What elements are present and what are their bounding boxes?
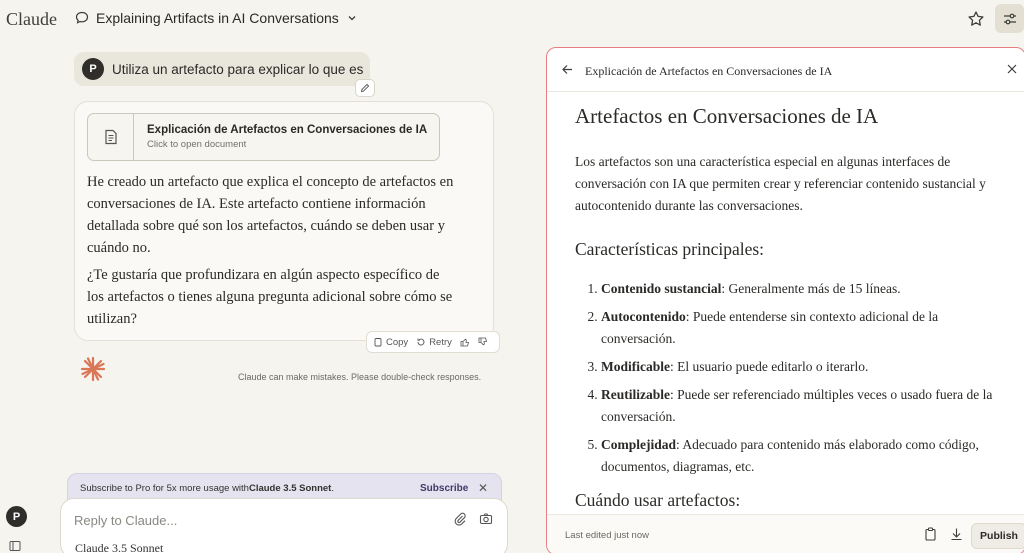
- subscribe-banner-text: Subscribe to Pro for 5x more usage with: [80, 482, 249, 494]
- star-icon: [967, 10, 985, 28]
- list-item: 3. Modificable: El usuario puede editarlo o iterarlo.: [601, 356, 1005, 378]
- close-icon[interactable]: ✕: [478, 481, 489, 495]
- artifact-document: [575, 104, 1005, 529]
- sliders-icon: [1002, 11, 1018, 27]
- reply-input[interactable]: [74, 513, 434, 528]
- list-item: 2. Autocontenido: Puede entenderse sin contexto adicional de la conversación.: [601, 306, 1005, 350]
- last-edited-text: Last edited just now: [565, 530, 649, 541]
- artifact-card[interactable]: [87, 113, 440, 161]
- list-item-term: Complejidad: [601, 437, 677, 452]
- list-item-term: Autocontenido: [601, 309, 686, 324]
- disclaimer-text: Claude can make mistakes. Please double-check responses.: [238, 372, 482, 382]
- camera-icon[interactable]: [479, 512, 493, 526]
- edit-message-button[interactable]: [355, 79, 375, 97]
- retry-label: Retry: [429, 336, 452, 348]
- list-item-desc: Puede ser referenciado múltiples veces o usado fuera de la conversación.: [601, 387, 993, 424]
- pencil-icon: [360, 83, 370, 93]
- chevron-down-icon: [347, 13, 357, 23]
- list-item-term: Contenido sustancial: [601, 281, 722, 296]
- list-item: 1. Contenido sustancial: Generalmente más de 15 líneas.: [601, 278, 1005, 300]
- clipboard-icon[interactable]: [924, 527, 937, 541]
- list-item-term: Modificable: [601, 359, 670, 374]
- model-selector[interactable]: Claude 3.5 Sonnet: [75, 541, 164, 553]
- thumbs-up-icon[interactable]: [460, 337, 470, 347]
- retry-button[interactable]: [416, 337, 452, 348]
- list-item: 5. Complejidad: Adecuado para contenido más elaborado como código, documentos, diagramas, etc.: [601, 434, 1005, 478]
- list-item-desc: El usuario puede editarlo o iterarlo.: [673, 359, 869, 374]
- settings-button[interactable]: [995, 4, 1024, 33]
- user-message-text: Utiliza un artefacto para explicar lo que es: [112, 61, 364, 77]
- star-button[interactable]: [964, 7, 988, 31]
- document-icon: [102, 128, 120, 146]
- artifact-panel: [546, 47, 1024, 553]
- sidebar-toggle-icon[interactable]: [9, 540, 21, 552]
- copy-label: Copy: [386, 336, 409, 348]
- list-item-desc: Puede entenderse sin contexto adicional de la conversación.: [601, 309, 939, 346]
- artifact-panel-title: Explicación de Artefactos en Conversaciones de IA: [585, 64, 833, 78]
- list-item-desc: Adecuado para contenido más elaborado como código, documentos, diagramas, etc.: [601, 437, 979, 474]
- artifact-card-icon-box: [88, 114, 134, 160]
- subscribe-banner-suffix: .: [331, 482, 334, 494]
- document-intro: Los artefactos son una característica especial en algunas interfaces de conversación con IA que permiten crear y referenciar contenido sustancial y autocontenido durante las conversaciones.: [575, 154, 986, 213]
- copy-icon: [373, 337, 383, 347]
- subscribe-link[interactable]: Subscribe: [420, 483, 469, 494]
- artifact-card-title: Explicación de Artefactos en Conversaciones de IA: [147, 124, 428, 136]
- document-subheading: Características principales:: [575, 239, 765, 259]
- assistant-paragraph: He creado un artefacto que explica el concepto de artefactos en conversaciones de IA. Este artefacto contiene información detallada sobre qué son los artefactos, cuándo se deben usar y cuándo no.: [87, 174, 454, 256]
- composer: [60, 498, 508, 553]
- list-item: 4. Reutilizable: Puede ser referenciado múltiples veces o usado fuera de la conversación.: [601, 384, 1005, 428]
- document-subheading: Cuándo usar artefactos:: [575, 490, 741, 510]
- chat-bubble-icon: [74, 10, 90, 26]
- list-item-term: Reutilizable: [601, 387, 670, 402]
- subscribe-banner-model: Claude 3.5 Sonnet: [248, 482, 332, 494]
- close-icon[interactable]: [1006, 63, 1018, 75]
- assistant-message: [74, 101, 494, 341]
- conversation-title-dropdown[interactable]: [74, 10, 357, 26]
- download-icon[interactable]: [950, 527, 963, 541]
- brand-logo[interactable]: Claude: [6, 9, 57, 29]
- assistant-paragraph: ¿Te gustaría que profundizara en algún aspecto específico de los artefactos o tienes alguna pregunta adicional sobre cómo se utilizan?: [87, 267, 453, 327]
- account-avatar[interactable]: P: [6, 506, 27, 527]
- paperclip-icon[interactable]: [453, 512, 467, 526]
- document-heading: Artefactos en Conversaciones de IA: [575, 104, 879, 128]
- artifact-panel-header: [547, 48, 1024, 92]
- claude-spark-icon: [80, 356, 106, 382]
- publish-button[interactable]: Publish: [971, 523, 1024, 549]
- back-arrow-icon[interactable]: [561, 63, 574, 76]
- artifact-card-subtitle: Click to open document: [147, 139, 247, 150]
- artifact-panel-footer: [547, 514, 1024, 553]
- thumbs-down-icon[interactable]: [478, 337, 488, 347]
- retry-icon: [416, 337, 426, 347]
- user-avatar: P: [82, 58, 104, 80]
- copy-button[interactable]: [373, 337, 408, 348]
- user-message: [74, 52, 370, 86]
- message-actions: [366, 331, 500, 353]
- conversation-title-text: Explaining Artifacts in AI Conversations: [96, 10, 339, 26]
- list-item-desc: Generalmente más de 15 líneas.: [725, 281, 901, 296]
- features-list: [601, 278, 1005, 478]
